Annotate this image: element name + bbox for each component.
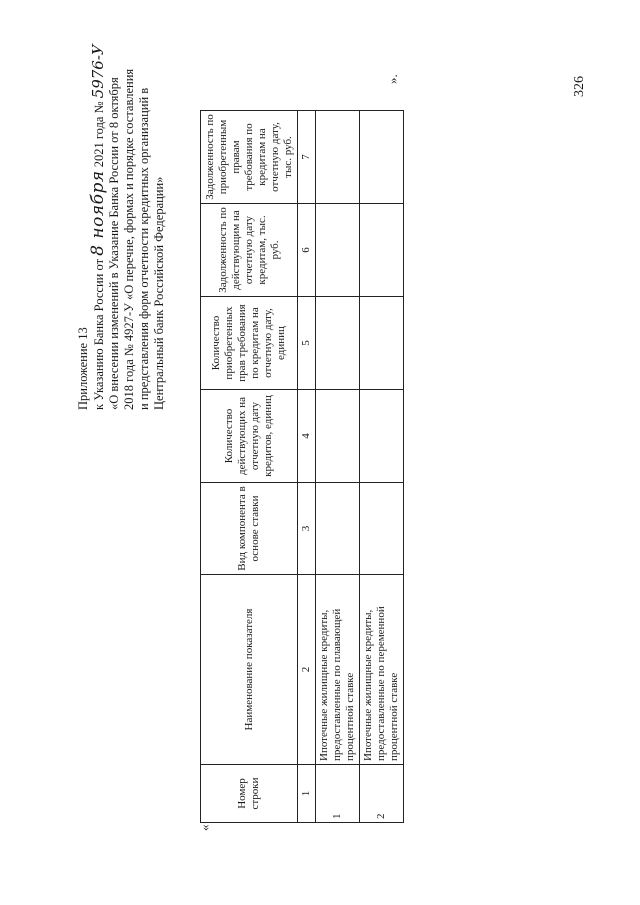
handwritten-date: 8 ноября (88, 170, 108, 256)
empty-cell (360, 297, 404, 390)
col-number: 4 (298, 390, 316, 483)
col-number: 2 (298, 575, 316, 765)
empty-cell (360, 111, 404, 204)
table-row (360, 111, 404, 823)
col-number: 5 (298, 297, 316, 390)
col-header-rate-component: Вид компонента в основе ставки (201, 483, 298, 575)
empty-cell (316, 111, 360, 204)
table-row (316, 111, 360, 823)
empty-cell (316, 204, 360, 297)
col-number: 3 (298, 483, 316, 575)
col-number: 6 (298, 204, 316, 297)
closing-quote: ». (385, 74, 400, 84)
col-header-active-loans-count: Количество действующих на отчетную дату кредитов, единиц (201, 390, 298, 483)
column-number-row (298, 111, 316, 823)
empty-cell (316, 483, 360, 575)
col-number: 7 (298, 111, 316, 204)
empty-cell (360, 483, 404, 575)
row-number: 2 (360, 765, 404, 823)
col-header-acquired-rights-count: Количество приобретенных прав требования по кредитам на отчетную дату, единиц (201, 297, 298, 390)
empty-cell (360, 204, 404, 297)
decree-reference (88, 44, 108, 410)
handwritten-number: 5976-У (89, 44, 107, 99)
col-header-row-number: Номер строки (201, 765, 298, 823)
row-number: 1 (316, 765, 360, 823)
col-header-indicator-name: Наименование показателя (201, 575, 298, 765)
decree-title-line-4: Центральный банк Российской Федерации» (152, 176, 166, 410)
page-number: 326 (572, 76, 587, 97)
empty-cell (360, 390, 404, 483)
indicator-name: Ипотечные жилищные кредиты, предоставленные по плавающей процентной ставке (316, 575, 360, 765)
appendix-header (76, 44, 167, 410)
col-header-active-loans-debt: Задолженность по действующим на отчетную дату кредитам, тыс. руб. (201, 204, 298, 297)
report-table (200, 110, 404, 823)
table-header-row (201, 111, 298, 823)
decree-prefix: к Указанию Банка России от (92, 258, 106, 410)
decree-title-line-2: 2018 года № 4927-У «О перечне, формах и порядке составления (122, 68, 136, 410)
indicator-name: Ипотечные жилищные кредиты, предоставленные по переменной процентной ставке (360, 575, 404, 765)
empty-cell (316, 297, 360, 390)
opening-quote: « (197, 824, 212, 831)
decree-title-line-3: и представления форм отчетности кредитных организаций в (137, 87, 151, 410)
col-number: 1 (298, 765, 316, 823)
decree-title-line-1: «О внесении изменений в Указание Банка России от 8 октября (107, 77, 121, 410)
appendix-title: Приложение 13 (76, 327, 90, 410)
decree-year: 2021 года № (92, 101, 106, 168)
col-header-acquired-rights-debt: Задолженность по приобретенным правам требования по кредитам на отчетную дату, тыс. руб. (201, 111, 298, 204)
empty-cell (316, 390, 360, 483)
